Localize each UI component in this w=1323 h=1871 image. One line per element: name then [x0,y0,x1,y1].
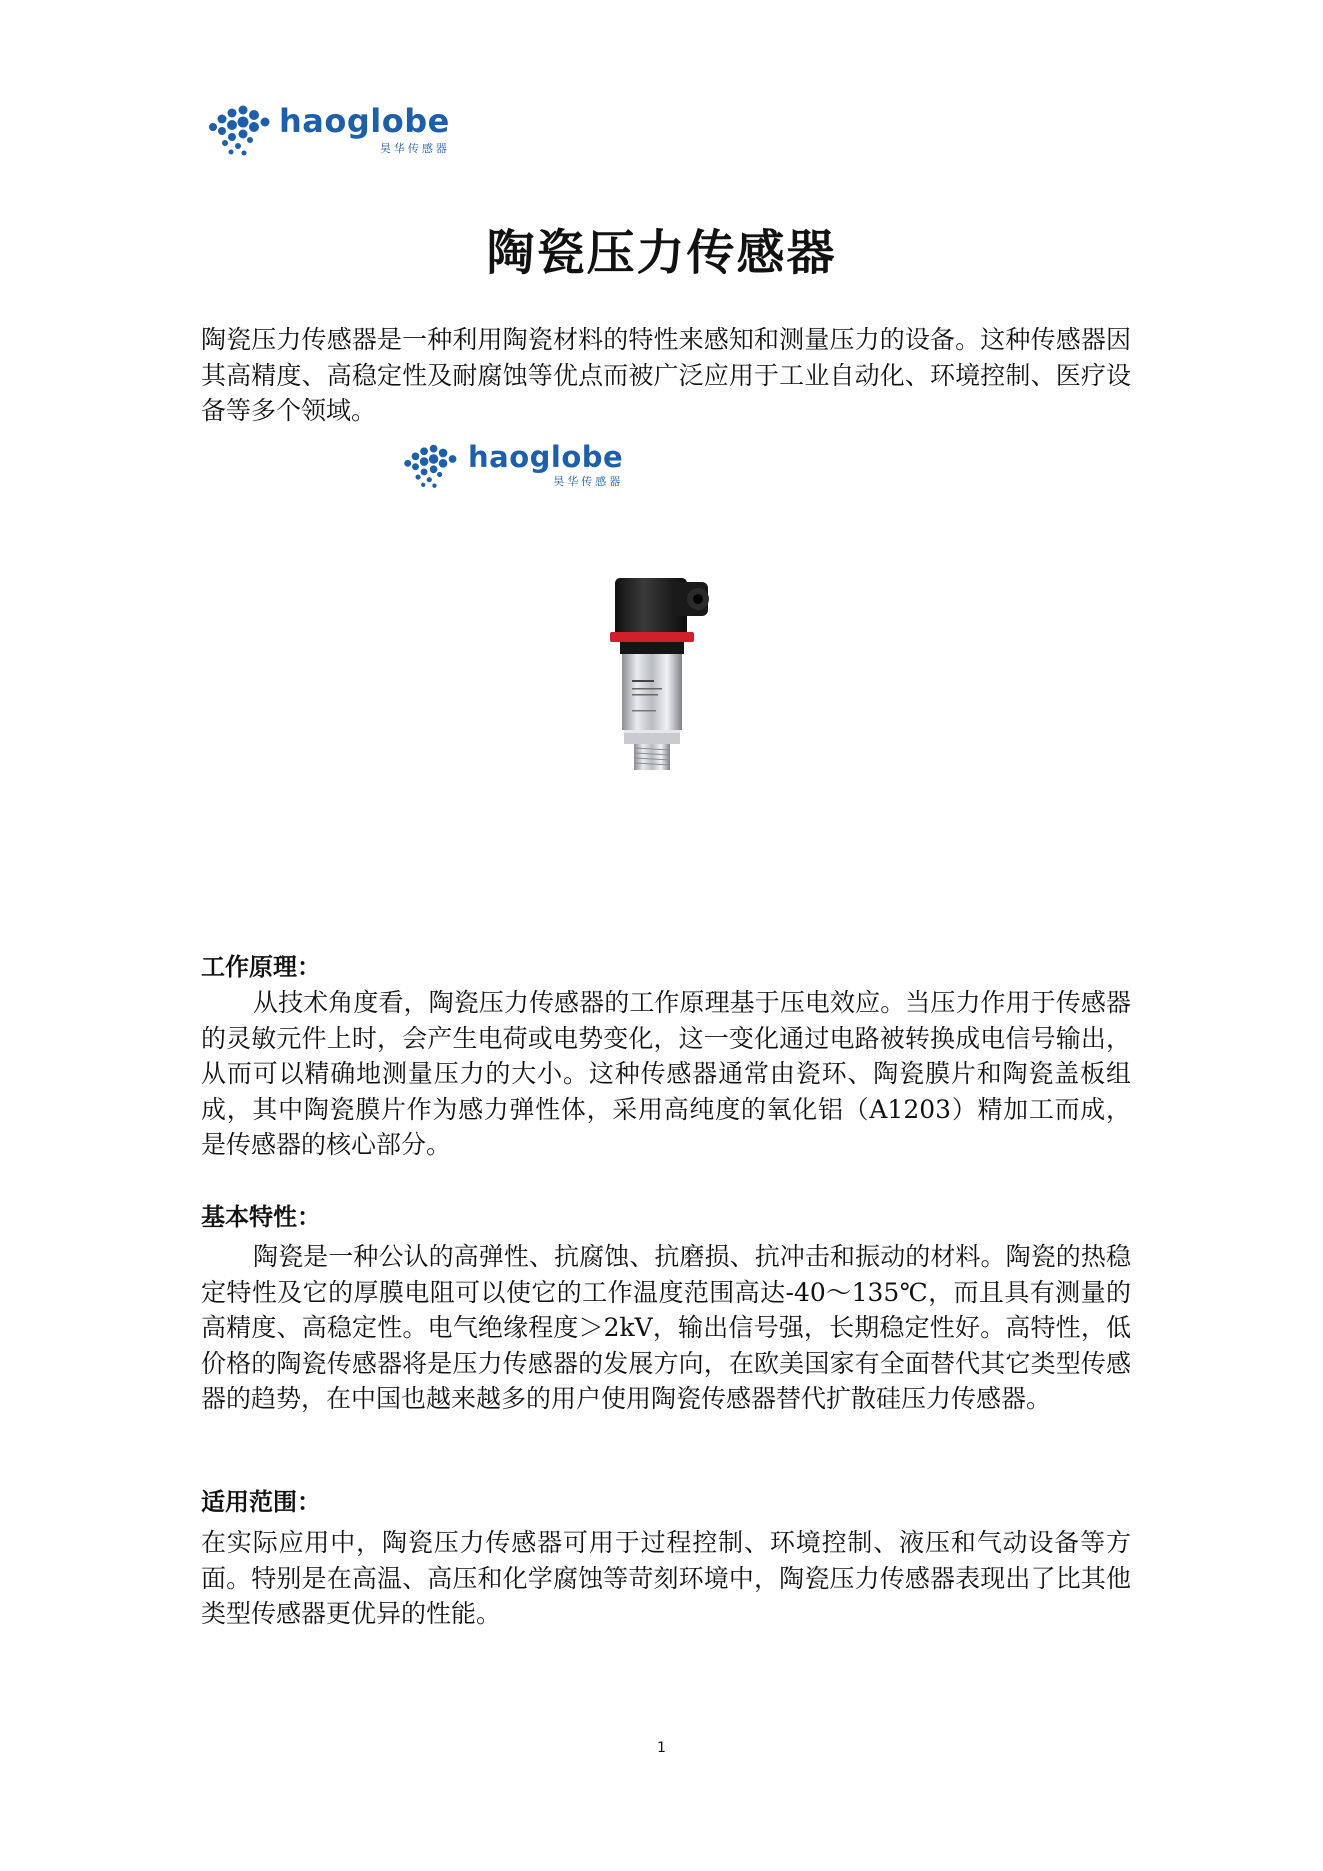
section-heading-scope: 适用范围： [201,1488,321,1516]
header-logo [205,100,450,158]
haoglobe-logo-icon [398,440,464,490]
logo-subtitle: 昊华传感器 [553,475,624,488]
section-heading-principle: 工作原理： [201,953,321,981]
page-number: 1 [657,1740,666,1756]
logo-subtitle: 昊华传感器 [379,141,450,155]
intro-paragraph: 陶瓷压力传感器是一种利用陶瓷材料的特性来感知和测量压力的设备。这种传感器因其高精度、高稳定性及耐腐蚀等优点而被广泛应用于工业自动化、环境控制、医疗设备等多个领域。 [201,325,1131,425]
page-title: 陶瓷压力传感器 [486,225,837,281]
haoglobe-logo-icon [205,100,275,158]
logo-wordmark: haoglobe [279,101,450,140]
section-body-scope: 在实际应用中，陶瓷压力传感器可用于过程控制、环境控制、液压和气动设备等方面。特别是在高温、高压和化学腐蚀等苛刻环境中，陶瓷压力传感器表现出了比其他类型传感器更优异的性能。 [201,1528,1131,1628]
pressure-sensor-image [602,570,722,775]
logo-wordmark: haoglobe [468,440,624,474]
section-body-features: 陶瓷是一种公认的高弹性、抗腐蚀、抗磨损、抗冲击和振动的材料。陶瓷的热稳定特性及它的厚膜电阻可以使它的工作温度范围高达-40～135℃，而且具有测量的高精度、高稳定性。电气绝缘程度＞2kV，输出信号强，长期稳定性好。高特性，低价格的陶瓷传感器将是压力传感器的发展方向，在欧美国家有全面替代其它类型传感器的趋势，在中国也越来越多的用户使用陶瓷传感器替代扩散硅压力传感器。 [201,1242,1131,1413]
section-heading-features: 基本特性： [201,1203,321,1231]
section-body-principle: 从技术角度看，陶瓷压力传感器的工作原理基于压电效应。当压力作用于传感器的灵敏元件上时，会产生电荷或电势变化，这一变化通过电路被转换成电信号输出，从而可以精确地测量压力的大小。这种传感器通常由瓷环、陶瓷膜片和陶瓷盖板组成，其中陶瓷膜片作为感力弹性体，采用高纯度的氧化铝（A1203）精加工而成，是传感器的核心部分。 [201,988,1131,1159]
inline-logo [398,440,623,490]
